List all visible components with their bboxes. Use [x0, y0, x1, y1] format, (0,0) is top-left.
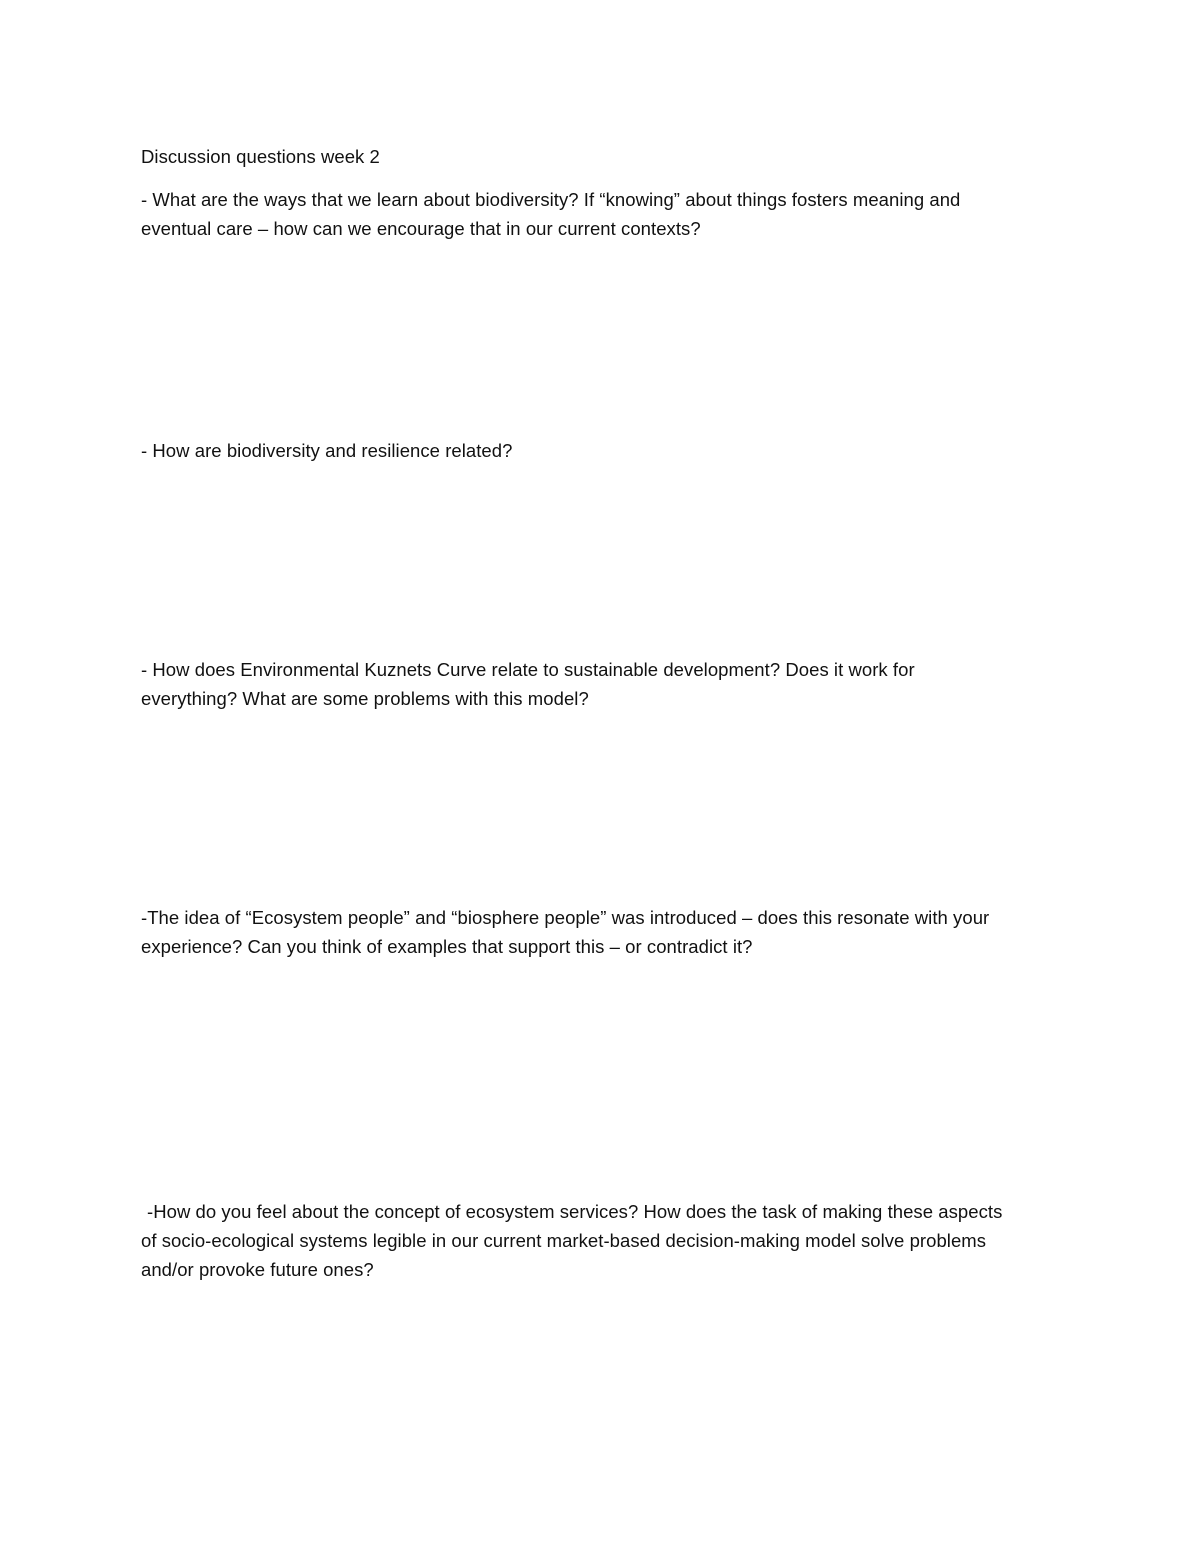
question-4-line-1: -The idea of “Ecosystem people” and “biosphere people” was introduced – does this resonate with your [141, 907, 990, 928]
question-5-line-3: and/or provoke future ones? [141, 1259, 374, 1280]
question-3-line-1: - How does Environmental Kuznets Curve relate to sustainable development? Does it work for [141, 659, 915, 680]
question-5-line-1: -How do you feel about the concept of ecosystem services? How does the task of making these aspects [147, 1201, 1003, 1222]
question-4-line-2: experience? Can you think of examples that support this – or contradict it? [141, 936, 753, 957]
question-1-line-1: - What are the ways that we learn about biodiversity? If “knowing” about things fosters meaning and [141, 189, 961, 210]
document-title: Discussion questions week 2 [141, 146, 380, 167]
question-3-line-2: everything? What are some problems with this model? [141, 688, 589, 709]
question-2-line-1: - How are biodiversity and resilience related? [141, 440, 513, 461]
question-5-line-2: of socio-ecological systems legible in our current market-based decision-making model solve problems [141, 1230, 987, 1251]
question-1-line-2: eventual care – how can we encourage that in our current contexts? [141, 218, 701, 239]
